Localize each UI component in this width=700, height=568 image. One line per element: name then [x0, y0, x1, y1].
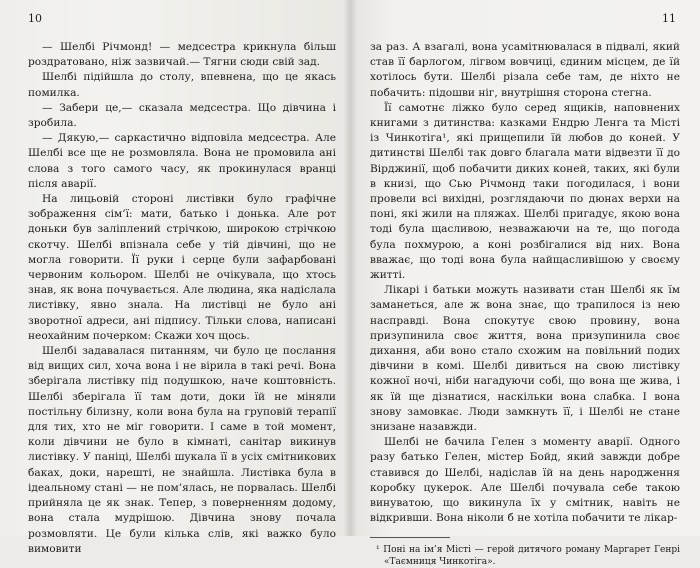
page-number-left: 10	[28, 12, 42, 25]
paragraph: Шелбі не бачила Гелен з моменту аварії. Одного разу батько Гелен, містер Бойд, який завжди добре ставився до Шелбі, надіслав їй на день народження коробку цукерок. Але Шелбі почувала себе такою винуватою, що викинула їх у смітник, навіть не відкривши. Вона ніколи б не хотіла побачити те лікар-	[370, 436, 680, 525]
right-page-text	[370, 40, 680, 527]
left-page-text	[28, 40, 336, 557]
paragraph: за раз. А взагалі, вона усамітнювалася в підвалі, який став її барлогом, лігвом вовчиці, єдиним місцем, де їй хотілось бути. Шелбі різала себе там, де ніхто не побачить: підошви ніг, внутрішня сторона стегна.	[370, 41, 680, 99]
paragraph: Шелбі задавалася питанням, чи було це послання від вищих сил, хоча вона і не вірила в такі речі. Вона зберігала листівку під подушкою, наче коштовність. Шелбі зберігала її там доти, доки їй не міняли постільну білизну, коли вона була на груповій терапії для тих, хто не міг говорити. І саме в той момент, коли дівчини не було в кімнаті, санітар викинув листівку. У паніці, Шелбі шукала її в усіх смітникових баках, доки, нарешті, не знайшла. Листівка була в ідеальному стані — не пом’ялась, не порвалась. Шелбі прийняла це як знак. Тепер, з поверненням додому, вона стала мудрішою. Дівчина знову почала розмовляти. Це були кілька слів, які важко було вимовити	[28, 345, 336, 555]
footnote: ¹ Поні на ім’я Місті — герой дитячого роману Маргарет Генрі «Таємниця Чинкотіга».	[376, 544, 680, 567]
paragraph: — Забери це,— сказала медсестра. Що дівчина і зробила.	[28, 101, 336, 130]
paragraph: На лицьовій стороні листівки було графічне зображення сім’ї: мати, батько і донька. Але рот доньки був заліплений стрічкою, широкою стрічкою скотчу. Шелбі впізнала себе у тій дівчині, що не могла говорити. Її руки і серце були зафарбовані червоним кольором. Шелбі не очікувала, що хтось знав, як вона почувається. Але людина, яка надіслала листівку, явно знала. На листівці не було ані зворотної адреси, ані підпису. Тільки слова, написані неохайним почерком: Скажи хоч щось.	[28, 193, 336, 342]
paragraph: — Шелбі Річмонд! — медсестра крикнула більш роздратовано, ніж зазвичай.— Тягни сюди свій зад.	[28, 41, 336, 69]
right-page	[350, 0, 700, 567]
footnote-divider	[370, 537, 450, 538]
paragraph: Її самотнє ліжко було серед ящиків, наповнених книгами з дитинства: казками Ендрю Ленга та Місті із Чинкотіга¹, які прищепили їй любов до коней. У дитинстві Шелбі так довго благала мати відвезти її до Вірджинії, щоб побачити диких коней, таких, які були в книзі, що Сью Річмонд таки погодилася, і вони провели всі вихідні, розглядаючи по дюнах верхи на поні, які жили на пляжах. Шелбі пригадує, якою вона тоді була щасливою, незважаючи на те, що погода була похмурою, а коні розбігалися від них. Вона вважає, що тоді вона була найщасливішою у своєму житті.	[370, 101, 680, 282]
paragraph: Шелбі підійшла до столу, впевнена, що це якась помилка.	[28, 71, 336, 99]
paragraph: — Дякую,— саркастично відповіла медсестра. Але Шелбі все ще не розмовляла. Вона не промовила ані слова з того самого часу, як прокинулася вранці після аварії.	[28, 132, 336, 190]
left-page	[0, 0, 350, 555]
paragraph: Лікарі і батьки можуть називати стан Шелбі як їм заманеться, але ж вона знає, що трапилося із нею насправді. Вона спокутує свою провину, вона призупинила своє життя, вона призупинила своє дихання, аби воно стало схожим на повільний подих дівчини в комі. Шелбі дивиться на свою листівку кожної ночі, ніби нагадуючи собі, що вона ще жива, і як їй ще дізнатися, наскільки вона слабка. І вона знову замовкає. Люди замкнуть її, і Шелбі не стане знизане назавжди.	[370, 284, 680, 434]
page-number-right: 11	[662, 12, 676, 25]
